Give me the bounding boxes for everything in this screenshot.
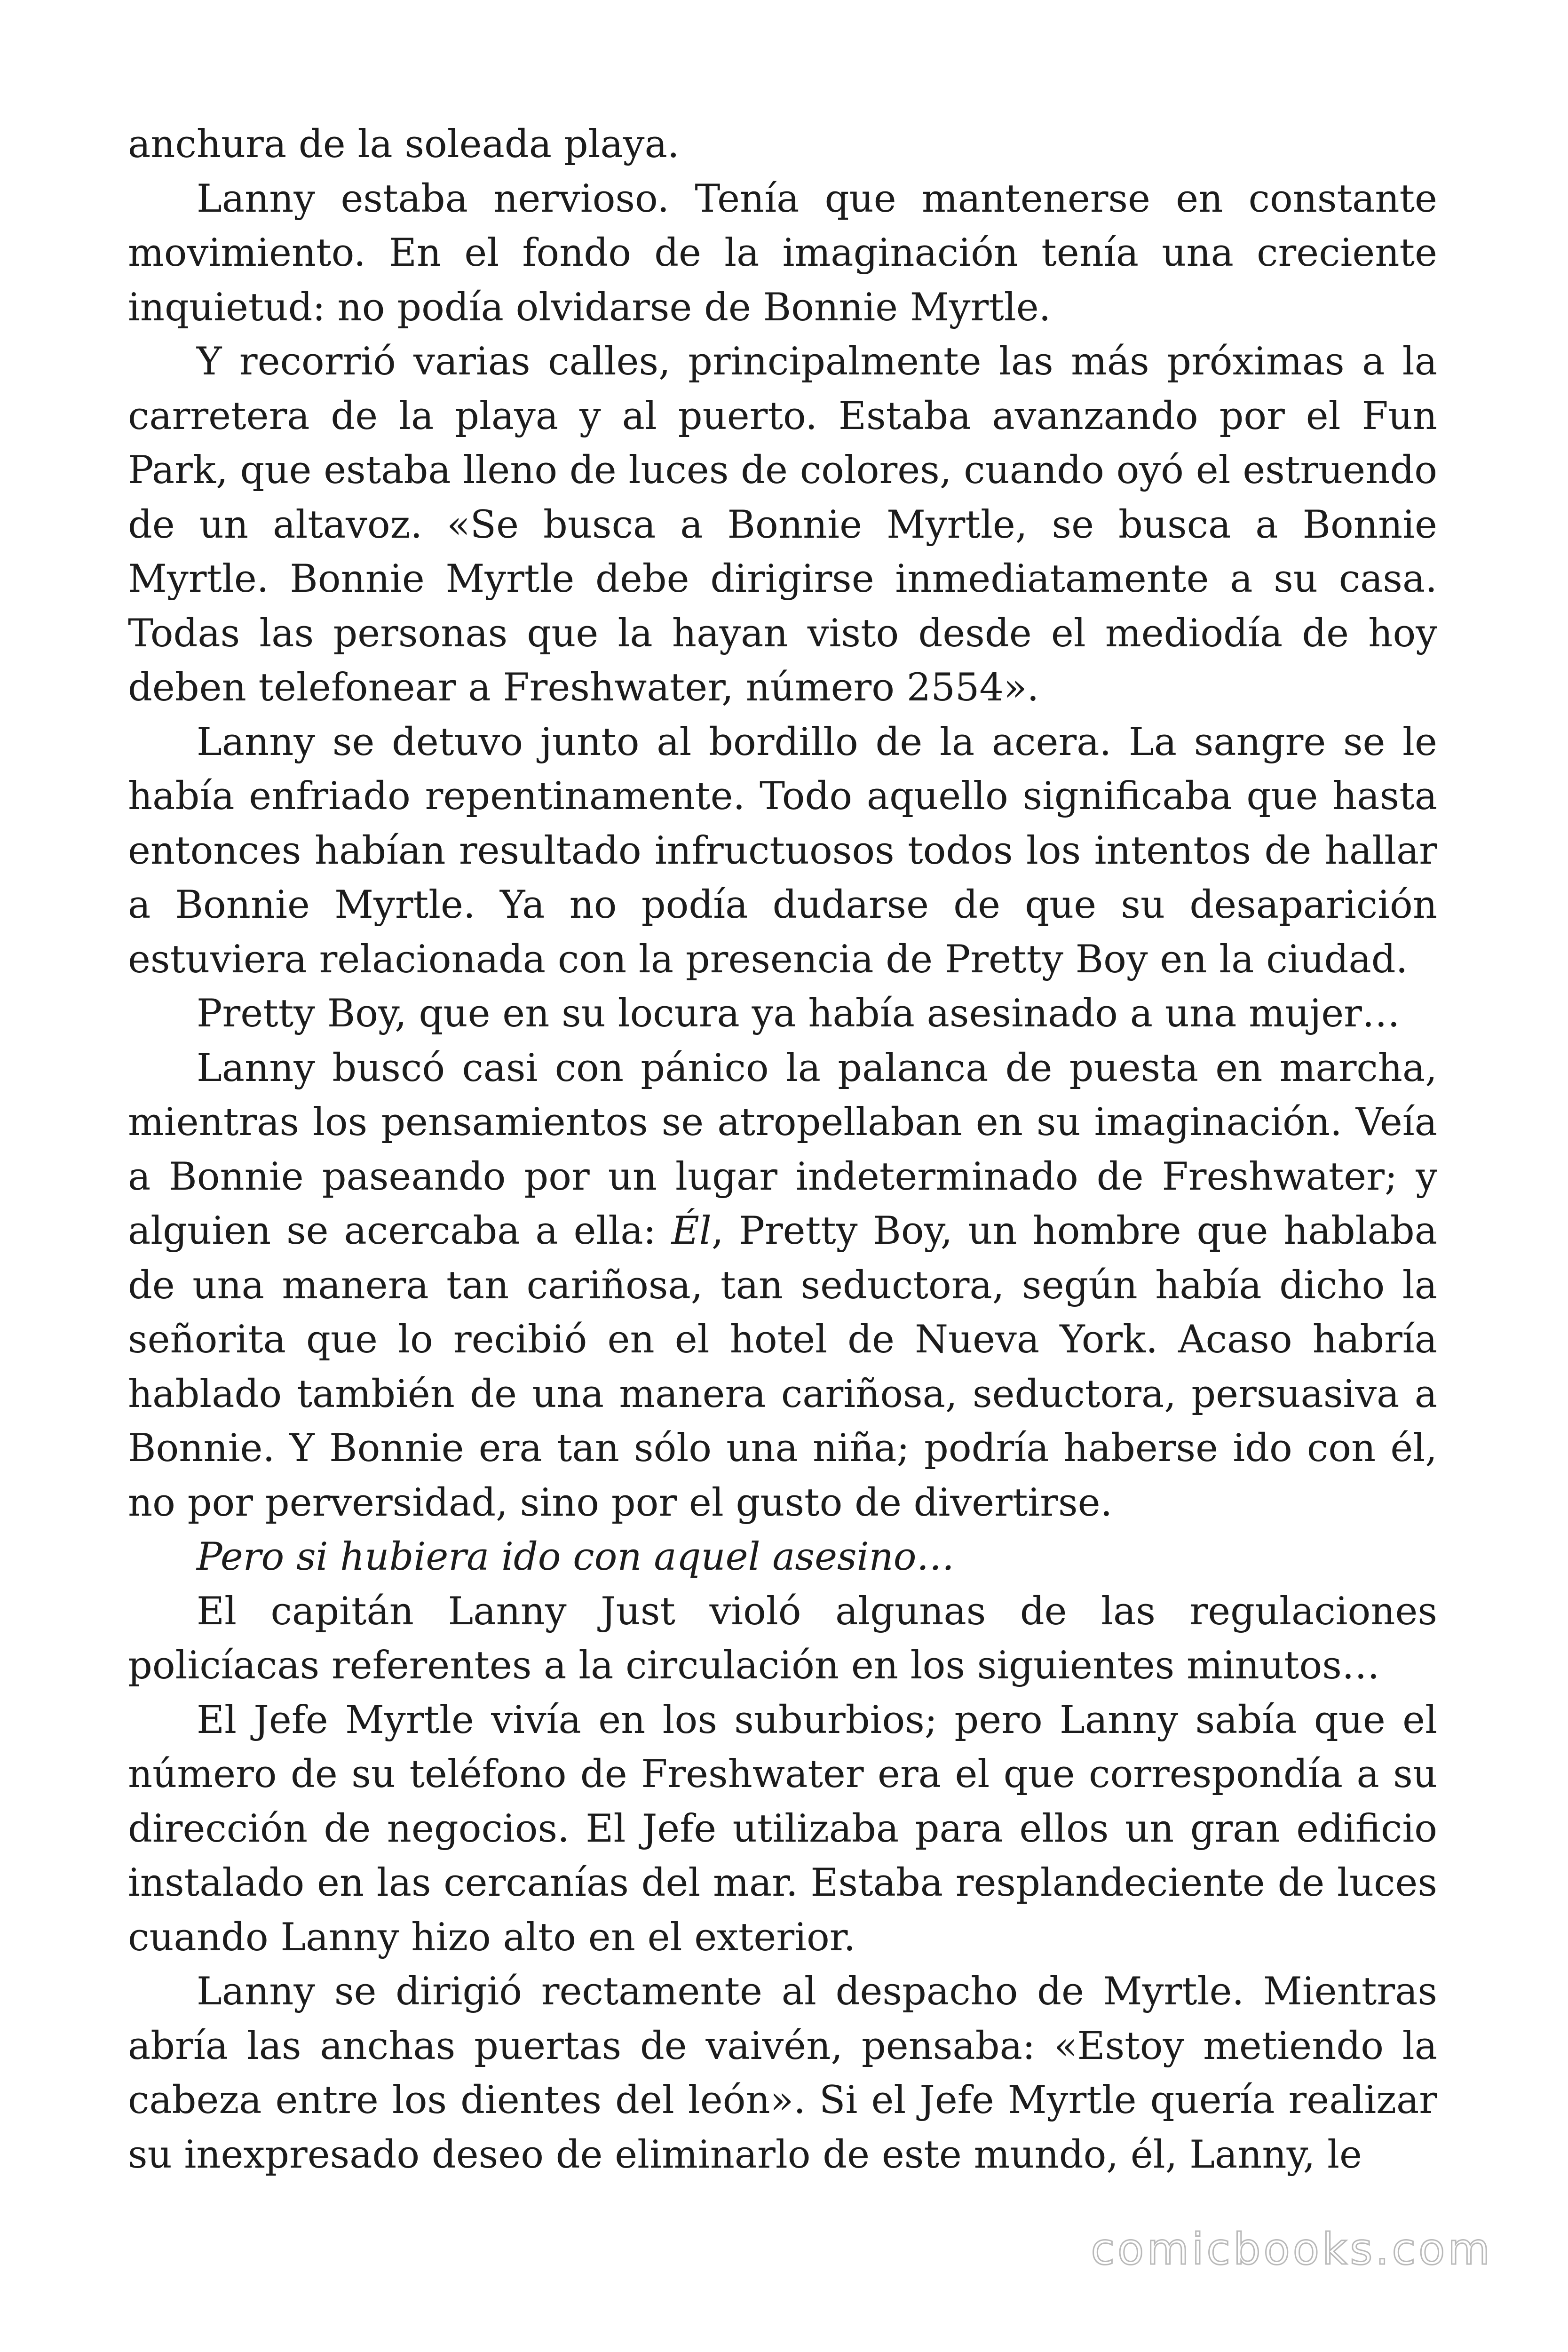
paragraph-with-emphasis <box>128 1041 1437 1531</box>
paragraph-last: Lanny se dirigió rectamente al despacho de Myrtle. Mientras abría las anchas puertas de vaivén, pensaba: «Estoy metiendo la cabeza entre los dientes del león». Si el Jefe Myrtle quería realizar su inexpresado deseo de eliminarlo de este mundo, él, Lanny, le <box>128 1970 1437 2177</box>
paragraph-continued: anchura de la soleada playa. <box>128 122 680 167</box>
site-watermark: comicbooks.com <box>1091 2224 1493 2274</box>
page-body-text <box>128 118 1437 2182</box>
paragraph: Pretty Boy, que en su locura ya había asesinado a una mujer… <box>197 992 1400 1036</box>
italic-paragraph <box>128 1530 1437 1585</box>
paragraph: El capitán Lanny Just violó algunas de las regulaciones policíacas referentes a la circulación en los siguientes minutos… <box>128 1589 1437 1688</box>
paragraph: Lanny se detuvo junto al bordillo de la acera. La sangre se le había enfriado repentinamente. Todo aquello significaba que hasta entonces habían resultado infructuosos todos los intentos de hallar a Bonnie Myrtle. Ya no podía dudarse de que su desaparición estuviera relacionada con la presencia de Pretty Boy en la ciudad. <box>128 720 1437 982</box>
emphasized-word: Él <box>671 1209 712 1253</box>
paragraph: Y recorrió varias calles, principalmente las más próximas a la carretera de la playa y al puerto. Estaba avanzando por el Fun Park, que estaba lleno de luces de colores, cuando oyó el estruendo de un altavoz. «Se busca a Bonnie Myrtle, se busca a Bonnie Myrtle. Bonnie Myrtle debe dirigirse inmediatamente a su casa. Todas las personas que la hayan visto desde el mediodía de hoy deben telefonear a Freshwater, número 2554». <box>128 340 1437 710</box>
paragraph-text-before-emphasis: Lanny buscó casi con pánico la palanca de puesta en marcha, mientras los pensamientos se atropellaban en su imaginación. Veía a Bonnie paseando por un lugar indeterminado de Freshwater; y alguien se acercaba a ella: <box>128 1046 1437 1253</box>
paragraph: El Jefe Myrtle vivía en los suburbios; pero Lanny sabía que el número de su teléfono de Freshwater era el que correspondía a su dirección de negocios. El Jefe utilizaba para ellos un gran edificio instalado en las cercanías del mar. Estaba resplandeciente de luces cuando Lanny hizo alto en el exterior. <box>128 1698 1437 1960</box>
paragraph: Lanny estaba nervioso. Tenía que mantenerse en constante movimiento. En el fondo de la imaginación tenía una creciente inquietud: no podía olvidarse de Bonnie Myrtle. <box>128 176 1437 330</box>
italic-paragraph-text: Pero si hubiera ido con aquel asesino… <box>197 1535 955 1579</box>
paragraph-text-after-emphasis: , Pretty Boy, un hombre que hablaba de una manera tan cariñosa, tan seductora, según había dicho la señorita que lo recibió en el hotel de Nueva York. Acaso habría hablado también de una manera cariñosa, seductora, persuasiva a Bonnie. Y Bonnie era tan sólo una niña; podría haberse ido con él, no por perversidad, sino por el gusto de divertirse. <box>128 1209 1437 1525</box>
